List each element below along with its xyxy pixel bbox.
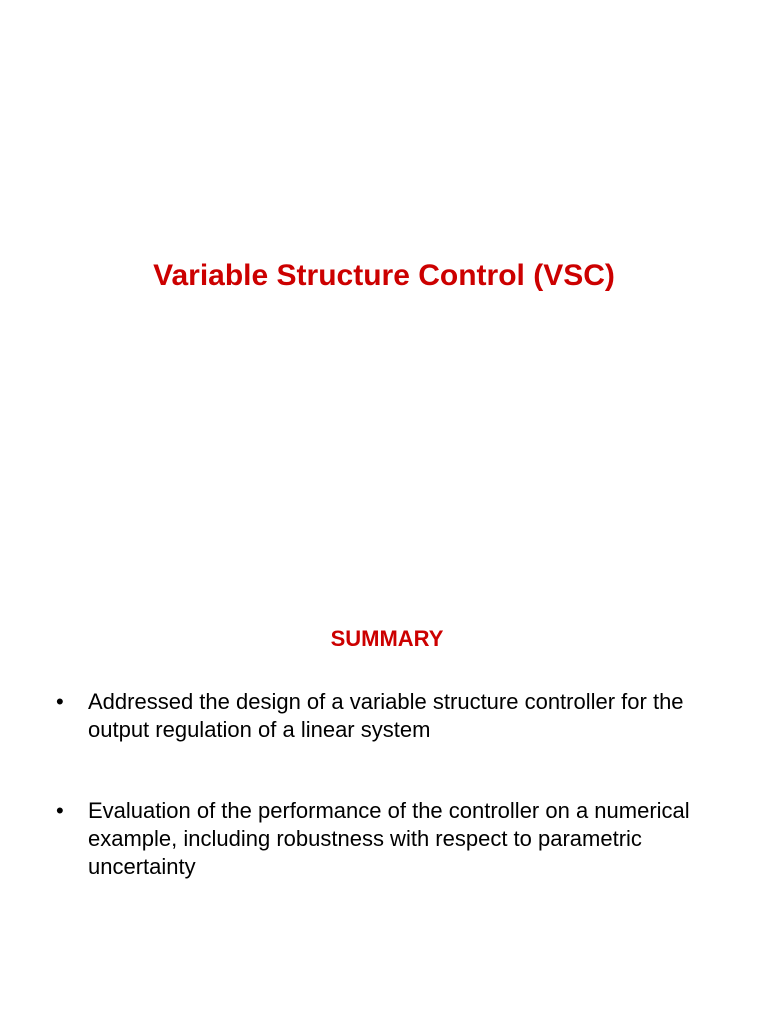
summary-bullet-text: Evaluation of the performance of the controller on a numerical example, including robustness with respect to parametric uncertainty <box>88 798 690 879</box>
slide-title: Variable Structure Control (VSC) <box>153 259 615 293</box>
bullet-icon: • <box>56 689 64 714</box>
bullet-icon: • <box>56 798 64 823</box>
summary-bullet-text: Addressed the design of a variable structure controller for the output regulation of a linear system <box>88 689 684 742</box>
summary-bullet-item <box>56 688 716 744</box>
summary-heading: SUMMARY <box>330 626 444 652</box>
summary-bullet-list <box>56 688 716 934</box>
summary-bullet-item <box>56 797 716 881</box>
